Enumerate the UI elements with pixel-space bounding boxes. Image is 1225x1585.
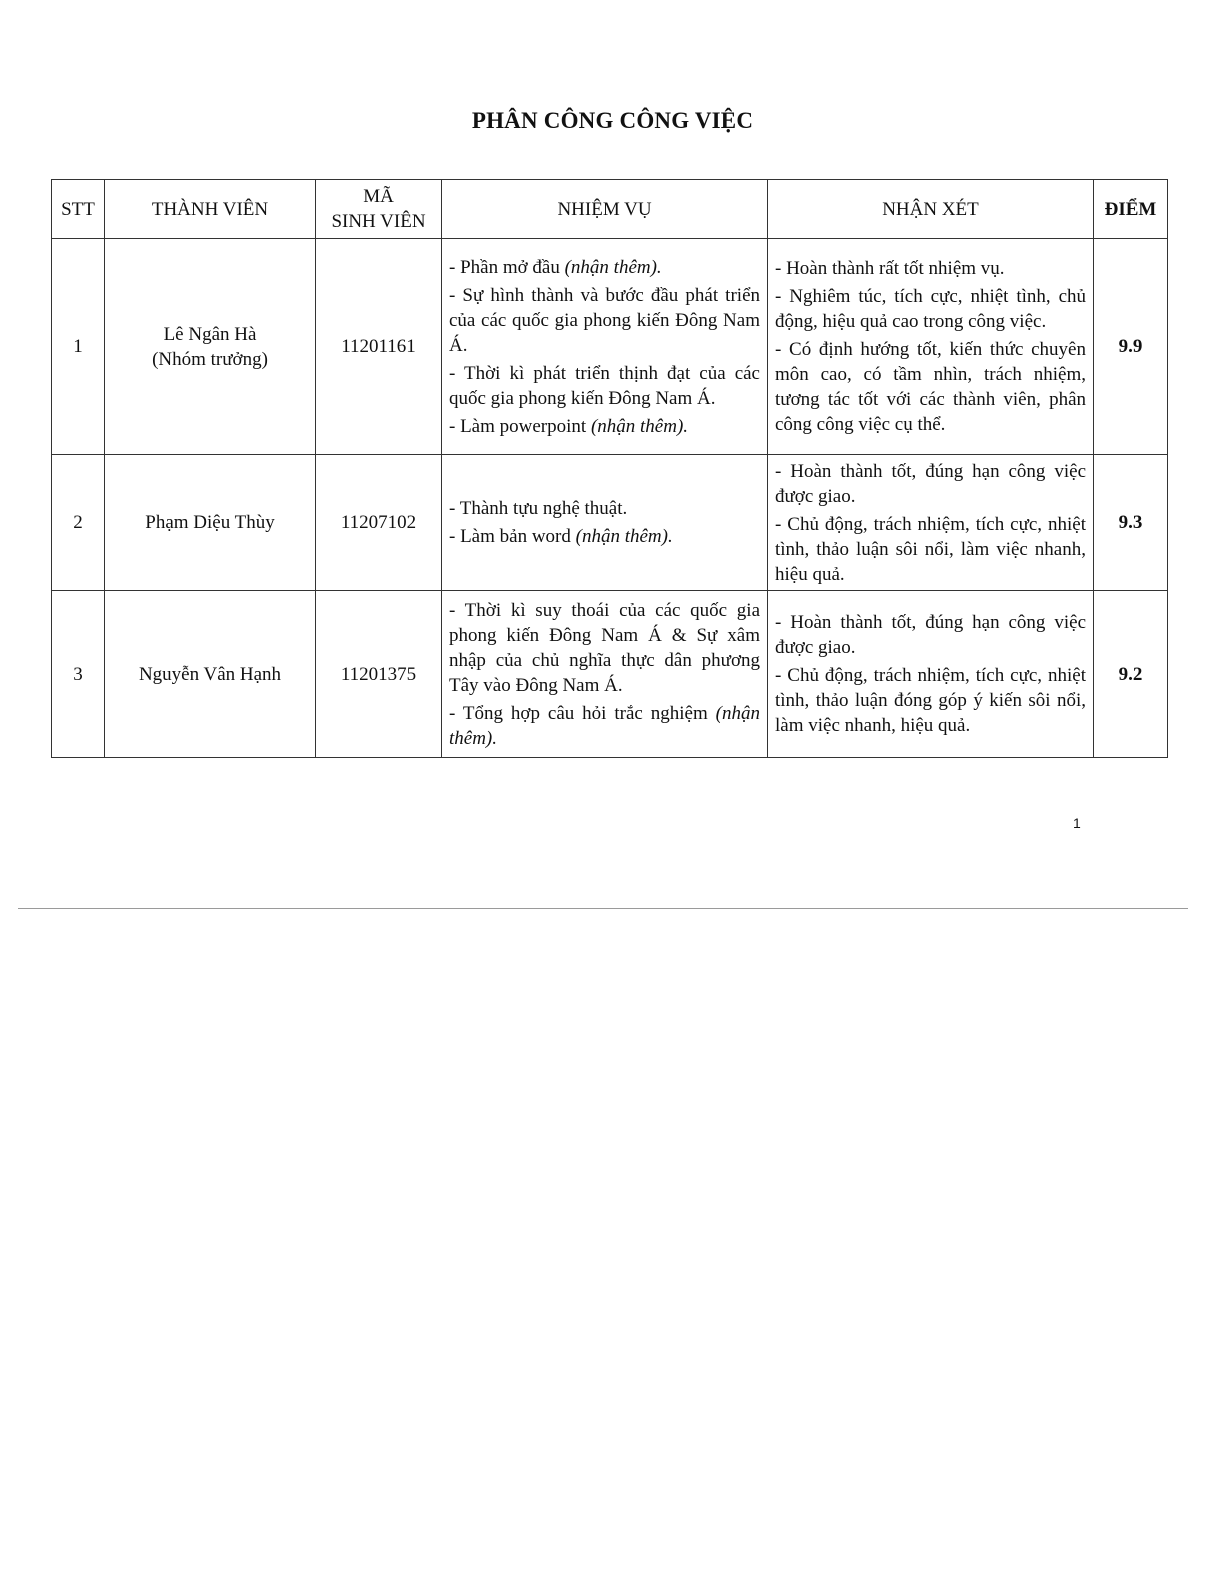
- row-member: [105, 591, 316, 758]
- row-member: [105, 455, 316, 591]
- header-score: ĐIỂM: [1094, 180, 1168, 239]
- task-item: - Sự hình thành và bước đầu phát triển của các quốc gia phong kiến Đông Nam Á.: [449, 284, 760, 356]
- table-row: [52, 455, 1168, 591]
- header-comments: NHẬN XÉT: [768, 180, 1094, 239]
- member-name: Phạm Diệu Thùy: [145, 512, 275, 533]
- member-name: Lê Ngân Hà: [163, 323, 257, 345]
- task-item: - Làm powerpoint (nhận thêm).: [449, 415, 689, 437]
- row-stt: 1: [52, 239, 105, 455]
- document-title: PHÂN CÔNG CÔNG VIỆC: [471, 108, 754, 133]
- row-comments: [768, 239, 1094, 455]
- header-stt: STT: [52, 180, 105, 239]
- task-item: - Thời kì phát triển thịnh đạt của các quốc gia phong kiến Đông Nam Á.: [449, 362, 760, 409]
- comment-item: - Chủ động, trách nhiệm, tích cực, nhiệt tình, thảo luận sôi nổi, làm việc nhanh, hiệu quả.: [775, 513, 1086, 585]
- row-comments: [768, 591, 1094, 758]
- row-comments: [768, 455, 1094, 591]
- row-student-id: 11207102: [316, 455, 442, 591]
- header-student-id-line2: SINH VIÊN: [331, 211, 426, 232]
- member-role: (Nhóm trưởng): [152, 348, 268, 370]
- comment-item: - Hoàn thành rất tốt nhiệm vụ.: [775, 258, 1005, 279]
- row-tasks: [442, 239, 768, 455]
- row-score: 9.2: [1094, 591, 1168, 758]
- comment-item: - Nghiêm túc, tích cực, nhiệt tình, chủ động, hiệu quả cao trong công việc.: [775, 286, 1086, 332]
- task-item: - Phần mở đầu (nhận thêm).: [449, 256, 662, 278]
- comment-item: - Hoàn thành tốt, đúng hạn công việc được giao.: [775, 612, 1086, 658]
- header-student-id: [316, 180, 442, 239]
- row-score: 9.3: [1094, 455, 1168, 591]
- header-student-id-line1: MÃ: [363, 186, 394, 207]
- row-score: 9.9: [1094, 239, 1168, 455]
- table-header-row: [52, 180, 1168, 239]
- table-row: [52, 239, 1168, 455]
- row-student-id: 11201161: [316, 239, 442, 455]
- task-item: - Thành tựu nghệ thuật.: [449, 498, 628, 519]
- member-name: Nguyễn Vân Hạnh: [138, 663, 282, 685]
- page-number: 1: [1073, 815, 1081, 831]
- assignment-table: [51, 179, 1168, 758]
- task-item: - Làm bản word (nhận thêm).: [449, 526, 673, 547]
- task-item: - Thời kì suy thoái của các quốc gia phong kiến Đông Nam Á & Sự xâm nhập của chủ nghĩa thực dân phương Tây vào Đông Nam Á.: [449, 599, 760, 696]
- comment-item: - Có định hướng tốt, kiến thức chuyên môn cao, có tầm nhìn, trách nhiệm, tương tác tốt với các thành viên, phân công công việc cụ thể.: [775, 339, 1086, 435]
- row-student-id: 11201375: [316, 591, 442, 758]
- row-tasks: [442, 455, 768, 591]
- task-item: - Tổng hợp câu hỏi trắc nghiệm (nhận thêm).: [449, 702, 760, 749]
- page-break-divider: [18, 908, 1188, 909]
- row-stt: 2: [52, 455, 105, 591]
- table-row: [52, 591, 1168, 758]
- comment-item: - Hoàn thành tốt, đúng hạn công việc được giao.: [775, 460, 1086, 507]
- header-tasks: NHIỆM VỤ: [442, 180, 768, 239]
- row-tasks: [442, 591, 768, 758]
- comment-item: - Chủ động, trách nhiệm, tích cực, nhiệt tình, thảo luận đóng góp ý kiến sôi nổi, làm việc nhanh, hiệu quả.: [775, 665, 1086, 736]
- row-stt: 3: [52, 591, 105, 758]
- header-member: THÀNH VIÊN: [105, 180, 316, 239]
- row-member: [105, 239, 316, 455]
